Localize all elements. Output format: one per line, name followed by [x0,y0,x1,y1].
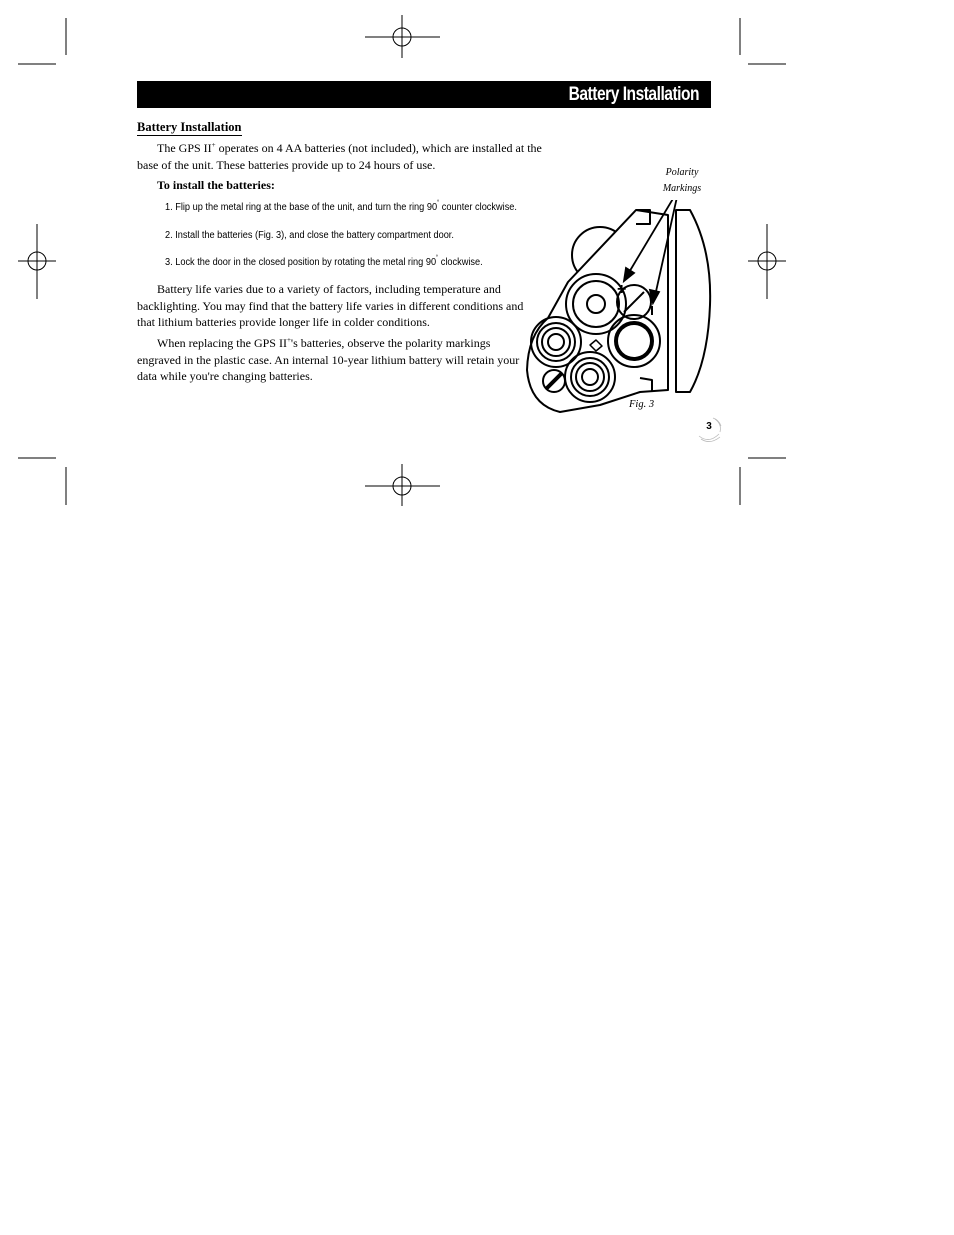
intro-text-end: operates on 4 AA batteries (not included), which are installed at the base of the unit. These batteries provide up to 24 hours of use. [137,141,542,172]
polarity-callout-line1: Polarity [665,167,699,178]
degree-sign: ˚ [436,255,439,263]
page-title: Battery Installation [568,84,699,105]
step-1 [165,201,517,214]
plus-polarity-mark: + [617,281,627,298]
page-number: 3 [706,421,712,432]
battery-compartment-illustration [525,200,715,415]
step-3 [165,256,483,269]
battery-life-paragraph: Battery life varies due to a variety of factors, including temperature and backlighting. You may find that the battery life varies in different conditions and that lithium batteries provide longer life in colder conditions. [137,282,524,329]
step-3-text-end: clockwise. [438,257,483,268]
replacing-superscript: + [286,336,291,344]
step-2: 2. Install the batteries (Fig. 3), and close the battery compartment door. [165,230,454,241]
replacing-text-start: When replacing the GPS II [157,336,287,350]
install-subheading: To install the batteries: [157,178,275,192]
intro-superscript: + [211,141,216,149]
replacing-text-end: 's batteries, observe the polarity markings engraved in the plastic case. An internal 10-year lithium battery will retain your data while you're changing batteries. [137,336,520,383]
polarity-callout-line2: Markings [662,183,702,194]
page-number-badge [695,416,723,444]
section-heading: Battery Installation [137,120,242,134]
step-1-text-end: counter clockwise. [439,202,517,213]
intro-text-start: The GPS II [157,141,212,155]
header-banner [137,81,711,108]
polarity-callout [652,165,712,197]
replacing-paragraph [137,335,529,385]
intro-paragraph [137,140,552,173]
figure-caption: Fig. 3 [629,399,655,410]
degree-sign: ˚ [437,200,440,208]
step-1-text: 1. Flip up the metal ring at the base of the unit, and turn the ring 90 [165,202,438,213]
step-3-text: 3. Lock the door in the closed position by rotating the metal ring 90 [165,257,437,268]
